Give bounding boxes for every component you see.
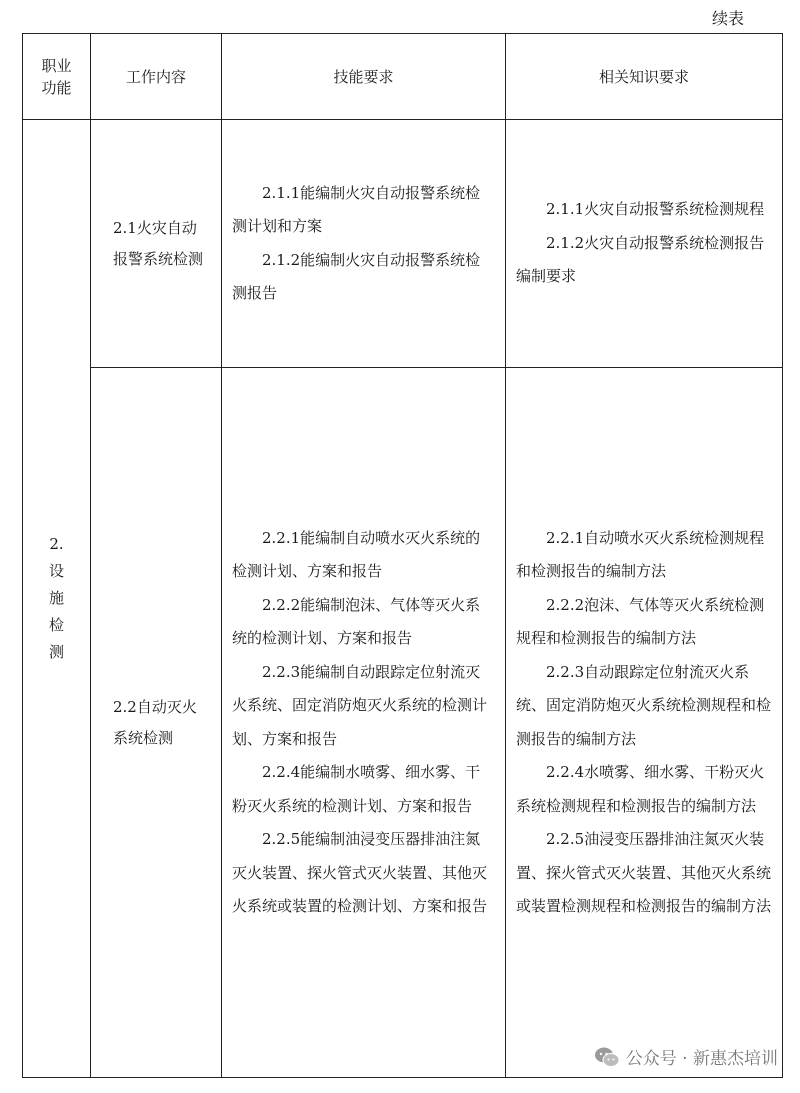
knowledge-cell [506,368,783,1078]
function-cell [23,120,91,1078]
header-function-line1: 职业 [41,56,72,75]
skill-item: 2.1.1能编制火灾自动报警系统检测计划和方案 [232,183,481,235]
header-function-line2: 功能 [41,78,72,97]
function-char: 设 [48,562,64,580]
knowledge-item: 2.2.5油浸变压器排油注氮灭火装置、探火管式灭火装置、其他灭火系统或装置检测规程和检测报告的编制方法 [516,830,772,915]
work-content-cell: 2.1火灾自动报警系统检测 [91,120,222,368]
header-function [23,34,91,120]
continued-label: 续表 [711,9,744,28]
watermark [594,1044,778,1069]
header-content: 工作内容 [91,34,222,120]
knowledge-item: 2.2.4水喷雾、细水雾、干粉灭火系统检测规程和检测报告的编制方法 [516,763,765,815]
skills-cell [222,368,506,1078]
function-char: 2. [49,535,64,553]
skill-item: 2.2.4能编制水喷雾、细水雾、干粉灭火系统的检测计划、方案和报告 [232,763,481,815]
knowledge-item: 2.2.2泡沫、气体等灭火系统检测规程和检测报告的编制方法 [516,595,765,647]
header-row [23,34,783,120]
function-char: 检 [48,616,64,634]
skill-item: 2.2.1能编制自动喷水灭火系统的检测计划、方案和报告 [232,528,481,580]
skill-item: 2.2.2能编制泡沫、气体等灭火系统的检测计划、方案和报告 [232,595,481,647]
header-skills: 技能要求 [222,34,506,120]
knowledge-item: 2.1.2火灾自动报警系统检测报告编制要求 [516,233,765,286]
skill-item: 2.2.3能编制自动跟踪定位射流灭火系统、固定消防炮灭火系统的检测计划、方案和报告 [232,662,488,748]
knowledge-item: 2.2.3自动跟踪定位射流灭火系统、固定消防炮灭火系统检测规程和检测报告的编制方法 [516,662,772,748]
work-content-cell: 2.2自动灭火系统检测 [91,368,222,1078]
table-row [23,368,783,1078]
skill-item: 2.2.5能编制油浸变压器排油注氮灭火装置、探火管式灭火装置、其他灭火系统或装置的检测计划、方案和报告 [232,830,488,915]
knowledge-cell [506,120,783,368]
function-char: 测 [48,643,64,661]
wechat-icon [594,1046,620,1068]
header-knowledge: 相关知识要求 [506,34,783,120]
knowledge-item: 2.2.1自动喷水灭火系统检测规程和检测报告的编制方法 [516,528,765,580]
skill-requirements-table [22,33,783,1078]
skill-item: 2.1.2能编制火灾自动报警系统检测报告 [232,250,481,302]
knowledge-item: 2.1.1火灾自动报警系统检测规程 [546,200,765,219]
function-char: 施 [48,589,64,607]
table-row [23,120,783,368]
watermark-text: 公众号 · 新惠杰培训 [625,1049,778,1069]
skills-cell [222,120,506,368]
